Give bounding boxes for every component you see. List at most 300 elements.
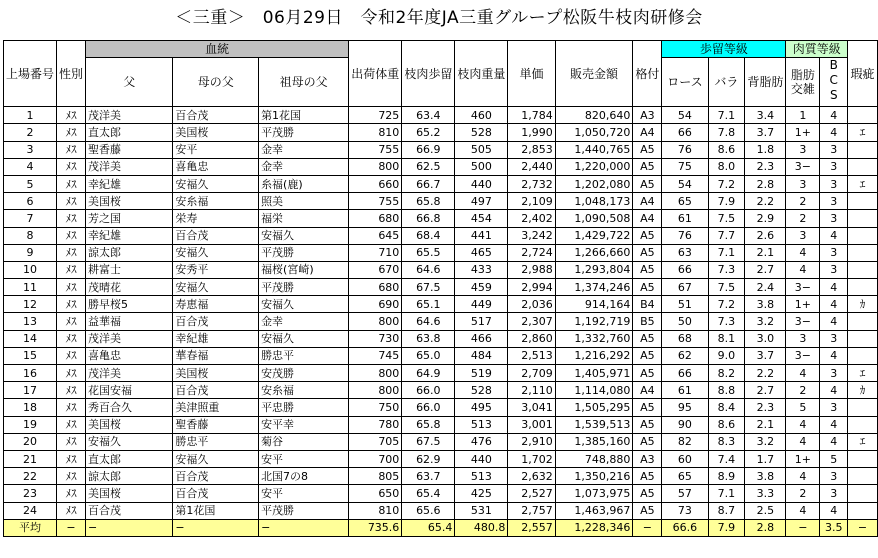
backfat-cell: 3.8: [745, 468, 786, 485]
yield-cell: 68.4: [402, 227, 455, 244]
dam-sire-cell: 安福久: [173, 450, 259, 467]
lot-cell: 14: [4, 330, 57, 347]
marbling-cell: 3: [786, 141, 820, 158]
defect-cell: [848, 193, 878, 210]
bara-cell: 7.5: [708, 279, 745, 296]
bcs-cell: 3: [820, 365, 848, 382]
bara-cell: 7.1: [708, 107, 745, 124]
sex-cell: ﾒｽ: [57, 450, 86, 467]
sire-cell: 茂洋美: [86, 107, 173, 124]
rib-eye-cell: 76: [662, 141, 708, 158]
granddam-sire-cell: 安茂勝: [259, 365, 349, 382]
lot-cell: 24: [4, 502, 57, 519]
sales-cell: 1,050,720: [555, 124, 633, 141]
lot-number-header: 上場番号: [4, 41, 57, 107]
marbling-cell: 4: [786, 244, 820, 261]
weight-cell: 755: [349, 141, 402, 158]
backfat-cell: 3.2: [745, 313, 786, 330]
rib-eye-cell: 57: [662, 485, 708, 502]
bara-cell: 8.9: [708, 468, 745, 485]
bara-cell: 9.0: [708, 347, 745, 364]
average-unit-price-cell: 2,557: [508, 519, 555, 536]
sales-cell: 1,220,000: [555, 158, 633, 175]
sales-cell: 1,332,760: [555, 330, 633, 347]
grade-cell: A5: [633, 158, 662, 175]
dam-sire-cell: 百合茂: [173, 227, 259, 244]
bara-cell: 7.3: [708, 261, 745, 278]
carcass-cell: 449: [455, 296, 508, 313]
lot-cell: 19: [4, 416, 57, 433]
grade-cell: B4: [633, 296, 662, 313]
sex-cell: ﾒｽ: [57, 433, 86, 450]
weight-cell: 700: [349, 450, 402, 467]
table-row: [4, 175, 878, 192]
bara-cell: 8.6: [708, 416, 745, 433]
bcs-cell: 4: [820, 124, 848, 141]
defect-cell: [848, 261, 878, 278]
marbling-cell: 3−: [786, 158, 820, 175]
table-row: [4, 141, 878, 158]
weight-cell: 680: [349, 210, 402, 227]
unit-price-cell: 1,702: [508, 450, 555, 467]
weight-cell: 745: [349, 347, 402, 364]
granddam-sire-header: 祖母の父: [259, 58, 349, 107]
yield-cell: 65.1: [402, 296, 455, 313]
carcass-cell: 441: [455, 227, 508, 244]
marbling-cell: 4: [786, 365, 820, 382]
weight-cell: 800: [349, 158, 402, 175]
yield-cell: 65.8: [402, 193, 455, 210]
carcass-cell: 513: [455, 416, 508, 433]
sex-cell: ﾒｽ: [57, 330, 86, 347]
lot-cell: 20: [4, 433, 57, 450]
defect-cell: ｴ: [848, 433, 878, 450]
granddam-sire-cell: 金幸: [259, 313, 349, 330]
grade-cell: A5: [633, 141, 662, 158]
bara-cell: 7.2: [708, 296, 745, 313]
yield-cell: 65.2: [402, 124, 455, 141]
yield-cell: 66.0: [402, 399, 455, 416]
lot-cell: 21: [4, 450, 57, 467]
dam-sire-cell: 美国桜: [173, 365, 259, 382]
rib-eye-cell: 65: [662, 468, 708, 485]
yield-grade-header: 歩留等級: [662, 41, 786, 58]
lot-cell: 5: [4, 175, 57, 192]
yield-cell: 62.9: [402, 450, 455, 467]
table-row: [4, 227, 878, 244]
weight-cell: 800: [349, 365, 402, 382]
defect-cell: [848, 279, 878, 296]
average-defect-cell: −: [848, 519, 878, 536]
sales-cell: 748,880: [555, 450, 633, 467]
rib-eye-cell: 63: [662, 244, 708, 261]
marbling-cell: 4: [786, 468, 820, 485]
backfat-cell: 3.4: [745, 107, 786, 124]
sire-cell: 茂洋美: [86, 158, 173, 175]
sex-cell: ﾒｽ: [57, 124, 86, 141]
grade-cell: A5: [633, 399, 662, 416]
defect-cell: [848, 450, 878, 467]
shipping-weight-header: 出荷体重: [349, 41, 402, 107]
rib-eye-cell: 54: [662, 107, 708, 124]
yield-cell: 67.5: [402, 433, 455, 450]
bcs-cell: 4: [820, 227, 848, 244]
granddam-sire-cell: 平茂勝: [259, 124, 349, 141]
yield-cell: 66.0: [402, 382, 455, 399]
defect-cell: ｴ: [848, 124, 878, 141]
lot-cell: 17: [4, 382, 57, 399]
unit-price-cell: 2,527: [508, 485, 555, 502]
bcs-label: BCS: [826, 58, 841, 104]
carcass-cell: 484: [455, 347, 508, 364]
rib-eye-cell: 66: [662, 261, 708, 278]
unit-price-cell: 1,990: [508, 124, 555, 141]
sire-cell: 直太郎: [86, 450, 173, 467]
marbling-cell: 1+: [786, 450, 820, 467]
sales-cell: 1,048,173: [555, 193, 633, 210]
bcs-cell: 4: [820, 347, 848, 364]
backfat-cell: 2.1: [745, 416, 786, 433]
grade-cell: A3: [633, 450, 662, 467]
dam-sire-cell: 美津照重: [173, 399, 259, 416]
sex-cell: ﾒｽ: [57, 261, 86, 278]
bara-cell: 7.8: [708, 124, 745, 141]
lot-cell: 18: [4, 399, 57, 416]
unit-price-cell: 3,041: [508, 399, 555, 416]
marbling-cell: 4: [786, 502, 820, 519]
lot-cell: 9: [4, 244, 57, 261]
dam-sire-cell: 栄寿: [173, 210, 259, 227]
average-marbling-cell: −: [786, 519, 820, 536]
backfat-cell: 2.9: [745, 210, 786, 227]
backfat-cell: 2.1: [745, 244, 786, 261]
sales-amount-header: 販売金額: [555, 41, 633, 107]
grade-cell: A5: [633, 330, 662, 347]
defect-cell: ｴ: [848, 175, 878, 192]
carcass-cell: 440: [455, 450, 508, 467]
marbling-cell: 2: [786, 485, 820, 502]
defect-cell: [848, 485, 878, 502]
bcs-cell: 3: [820, 175, 848, 192]
dam-sire-cell: 安福久: [173, 279, 259, 296]
sire-cell: 勝早桜5: [86, 296, 173, 313]
carcass-cell: 425: [455, 485, 508, 502]
sex-cell: ﾒｽ: [57, 141, 86, 158]
sex-cell: ﾒｽ: [57, 158, 86, 175]
sire-cell: 諒太郎: [86, 468, 173, 485]
grade-cell: A4: [633, 193, 662, 210]
defect-cell: [848, 330, 878, 347]
marbling-cell: 2: [786, 210, 820, 227]
dam-sire-cell: 勝忠平: [173, 433, 259, 450]
sales-cell: 1,374,246: [555, 279, 633, 296]
lot-cell: 4: [4, 158, 57, 175]
unit-price-cell: 2,910: [508, 433, 555, 450]
granddam-sire-cell: 第1花国: [259, 107, 349, 124]
defect-cell: [848, 313, 878, 330]
rib-eye-cell: 76: [662, 227, 708, 244]
dam-sire-cell: 百合茂: [173, 485, 259, 502]
carcass-cell: 454: [455, 210, 508, 227]
dam-sire-cell: 喜亀忠: [173, 158, 259, 175]
average-yield-cell: 65.4: [402, 519, 455, 536]
backfat-cell: 3.7: [745, 347, 786, 364]
table-row: [4, 158, 878, 175]
dam-sire-cell: 安糸福: [173, 193, 259, 210]
carcass-cell: 433: [455, 261, 508, 278]
backfat-cell: 2.2: [745, 193, 786, 210]
lot-cell: 6: [4, 193, 57, 210]
lot-cell: 22: [4, 468, 57, 485]
bara-cell: 8.6: [708, 141, 745, 158]
sex-cell: ﾒｽ: [57, 468, 86, 485]
sex-cell: ﾒｽ: [57, 382, 86, 399]
defect-cell: [848, 416, 878, 433]
backfat-cell: 2.4: [745, 279, 786, 296]
grade-cell: B5: [633, 313, 662, 330]
carcass-cell: 460: [455, 107, 508, 124]
sire-cell: 美国桜: [86, 416, 173, 433]
bcs-header: [820, 58, 848, 107]
sire-cell: 芳之国: [86, 210, 173, 227]
defect-cell: [848, 244, 878, 261]
pedigree-header: 血統: [86, 41, 349, 58]
table-row: [4, 296, 878, 313]
backfat-cell: 1.8: [745, 141, 786, 158]
granddam-sire-cell: 平茂勝: [259, 244, 349, 261]
granddam-sire-cell: 照美: [259, 193, 349, 210]
sales-cell: 1,073,975: [555, 485, 633, 502]
rib-eye-cell: 51: [662, 296, 708, 313]
bcs-cell: 4: [820, 279, 848, 296]
table-row: [4, 365, 878, 382]
dam-sire-cell: 百合茂: [173, 313, 259, 330]
granddam-sire-cell: 安福久: [259, 296, 349, 313]
carcass-cell: 459: [455, 279, 508, 296]
bara-cell: 8.7: [708, 502, 745, 519]
backfat-cell: 3.3: [745, 485, 786, 502]
unit-price-cell: 2,109: [508, 193, 555, 210]
grade-cell: A4: [633, 382, 662, 399]
sex-cell: ﾒｽ: [57, 365, 86, 382]
backfat-header: 背脂肪: [745, 58, 786, 107]
unit-price-cell: 3,001: [508, 416, 555, 433]
dam-sire-cell: 百合茂: [173, 468, 259, 485]
granddam-sire-cell: 安福久: [259, 227, 349, 244]
sire-cell: 益華福: [86, 313, 173, 330]
bara-cell: 7.3: [708, 313, 745, 330]
average-sire-cell: −: [86, 519, 173, 536]
average-backfat-cell: 2.8: [745, 519, 786, 536]
weight-cell: 645: [349, 227, 402, 244]
unit-price-cell: 2,440: [508, 158, 555, 175]
yield-cell: 65.5: [402, 244, 455, 261]
yield-cell: 65.6: [402, 502, 455, 519]
carcass-cell: 513: [455, 468, 508, 485]
backfat-cell: 2.7: [745, 382, 786, 399]
sire-cell: 聖香藤: [86, 141, 173, 158]
average-row: [4, 519, 878, 536]
granddam-sire-cell: 平茂勝: [259, 279, 349, 296]
average-weight-cell: 735.6: [349, 519, 402, 536]
sales-cell: 1,429,722: [555, 227, 633, 244]
sales-cell: 1,463,967: [555, 502, 633, 519]
sex-cell: ﾒｽ: [57, 296, 86, 313]
bara-cell: 8.3: [708, 433, 745, 450]
dam-sire-cell: 第1花国: [173, 502, 259, 519]
marbling-header: 脂肪交雑: [786, 58, 820, 107]
sex-header: 性別: [57, 41, 86, 107]
table-row: [4, 193, 878, 210]
grade-cell: A5: [633, 347, 662, 364]
meat-quality-header: 肉質等級: [786, 41, 848, 58]
table-row: [4, 210, 878, 227]
sales-cell: 1,266,660: [555, 244, 633, 261]
backfat-cell: 3.7: [745, 124, 786, 141]
table-row: [4, 107, 878, 124]
yield-cell: 67.5: [402, 279, 455, 296]
sales-cell: 1,114,080: [555, 382, 633, 399]
carcass-cell: 528: [455, 124, 508, 141]
average-rib-eye-cell: 66.6: [662, 519, 708, 536]
backfat-cell: 2.7: [745, 261, 786, 278]
grade-cell: A4: [633, 124, 662, 141]
unit-price-cell: 2,860: [508, 330, 555, 347]
dam-sire-cell: 百合茂: [173, 382, 259, 399]
marbling-cell: 4: [786, 261, 820, 278]
sales-cell: 1,216,292: [555, 347, 633, 364]
rib-eye-cell: 54: [662, 175, 708, 192]
bcs-cell: 3: [820, 244, 848, 261]
bcs-cell: 3: [820, 330, 848, 347]
lot-cell: 23: [4, 485, 57, 502]
bcs-cell: 4: [820, 433, 848, 450]
defect-cell: ｶ: [848, 382, 878, 399]
average-granddam-sire-cell: −: [259, 519, 349, 536]
rib-eye-header: ロース: [662, 58, 708, 107]
granddam-sire-cell: 勝忠平: [259, 347, 349, 364]
unit-price-cell: 1,784: [508, 107, 555, 124]
grade-cell: A5: [633, 279, 662, 296]
dam-sire-cell: 百合茂: [173, 107, 259, 124]
granddam-sire-cell: 金幸: [259, 141, 349, 158]
dam-sire-cell: 安平: [173, 141, 259, 158]
sire-cell: 幸紀雄: [86, 175, 173, 192]
bcs-cell: 3: [820, 485, 848, 502]
sales-cell: 1,293,804: [555, 261, 633, 278]
defect-cell: [848, 468, 878, 485]
backfat-cell: 2.5: [745, 502, 786, 519]
carcass-results-table: [3, 40, 878, 537]
table-row: [4, 502, 878, 519]
defect-header: 瑕疵: [848, 41, 878, 107]
sire-cell: 美国桜: [86, 485, 173, 502]
dam-sire-cell: 幸紀雄: [173, 330, 259, 347]
rib-eye-cell: 95: [662, 399, 708, 416]
marbling-cell: 4: [786, 416, 820, 433]
sex-cell: ﾒｽ: [57, 416, 86, 433]
bara-cell: 7.9: [708, 193, 745, 210]
table-row: [4, 468, 878, 485]
defect-cell: [848, 141, 878, 158]
lot-cell: 12: [4, 296, 57, 313]
carcass-weight-header: 枝肉重量: [455, 41, 508, 107]
table-row: [4, 124, 878, 141]
average-lot-cell: 平均: [4, 519, 57, 536]
defect-cell: [848, 399, 878, 416]
carcass-cell: 440: [455, 175, 508, 192]
weight-cell: 705: [349, 433, 402, 450]
unit-price-cell: 2,732: [508, 175, 555, 192]
marbling-cell: 3: [786, 175, 820, 192]
granddam-sire-cell: 金幸: [259, 158, 349, 175]
weight-cell: 810: [349, 124, 402, 141]
weight-cell: 800: [349, 313, 402, 330]
lot-cell: 1: [4, 107, 57, 124]
grade-cell: A4: [633, 210, 662, 227]
granddam-sire-cell: 平茂勝: [259, 502, 349, 519]
bcs-cell: 5: [820, 450, 848, 467]
rib-eye-cell: 67: [662, 279, 708, 296]
carcass-cell: 517: [455, 313, 508, 330]
sex-cell: ﾒｽ: [57, 399, 86, 416]
sales-cell: 1,505,295: [555, 399, 633, 416]
rib-eye-cell: 65: [662, 193, 708, 210]
bcs-cell: 3: [820, 261, 848, 278]
granddam-sire-cell: 安平幸: [259, 416, 349, 433]
average-sales-cell: 1,228,346: [555, 519, 633, 536]
average-grade-cell: −: [633, 519, 662, 536]
yield-cell: 66.8: [402, 210, 455, 227]
grade-cell: A5: [633, 227, 662, 244]
yield-cell: 64.9: [402, 365, 455, 382]
bara-cell: 7.2: [708, 175, 745, 192]
marbling-cell: 1: [786, 107, 820, 124]
page-title: ＜三重＞ 06月29日 令和2年度JA三重グループ松阪牛枝肉研修会: [175, 8, 703, 28]
weight-cell: 750: [349, 399, 402, 416]
unit-price-cell: 2,994: [508, 279, 555, 296]
rib-eye-cell: 61: [662, 382, 708, 399]
dam-sire-cell: 華春福: [173, 347, 259, 364]
marbling-cell: 5: [786, 399, 820, 416]
backfat-cell: 1.7: [745, 450, 786, 467]
bara-cell: 8.4: [708, 399, 745, 416]
bcs-cell: 4: [820, 382, 848, 399]
table-row: [4, 347, 878, 364]
weight-cell: 710: [349, 244, 402, 261]
carcass-yield-header: 枝肉歩留: [402, 41, 455, 107]
marbling-cell: 4: [786, 433, 820, 450]
sales-cell: 1,192,719: [555, 313, 633, 330]
sire-cell: 秀百合久: [86, 399, 173, 416]
bcs-cell: 4: [820, 107, 848, 124]
unit-price-cell: 2,709: [508, 365, 555, 382]
carcass-cell: 497: [455, 193, 508, 210]
defect-cell: [848, 107, 878, 124]
grade-header: 格付: [633, 41, 662, 107]
dam-sire-cell: 美国桜: [173, 124, 259, 141]
bcs-cell: 4: [820, 296, 848, 313]
yield-cell: 65.8: [402, 416, 455, 433]
backfat-cell: 2.3: [745, 399, 786, 416]
carcass-cell: 500: [455, 158, 508, 175]
yield-cell: 66.9: [402, 141, 455, 158]
sire-cell: 百合茂: [86, 502, 173, 519]
weight-cell: 690: [349, 296, 402, 313]
sex-cell: ﾒｽ: [57, 279, 86, 296]
grade-cell: A5: [633, 468, 662, 485]
bcs-cell: 3: [820, 210, 848, 227]
